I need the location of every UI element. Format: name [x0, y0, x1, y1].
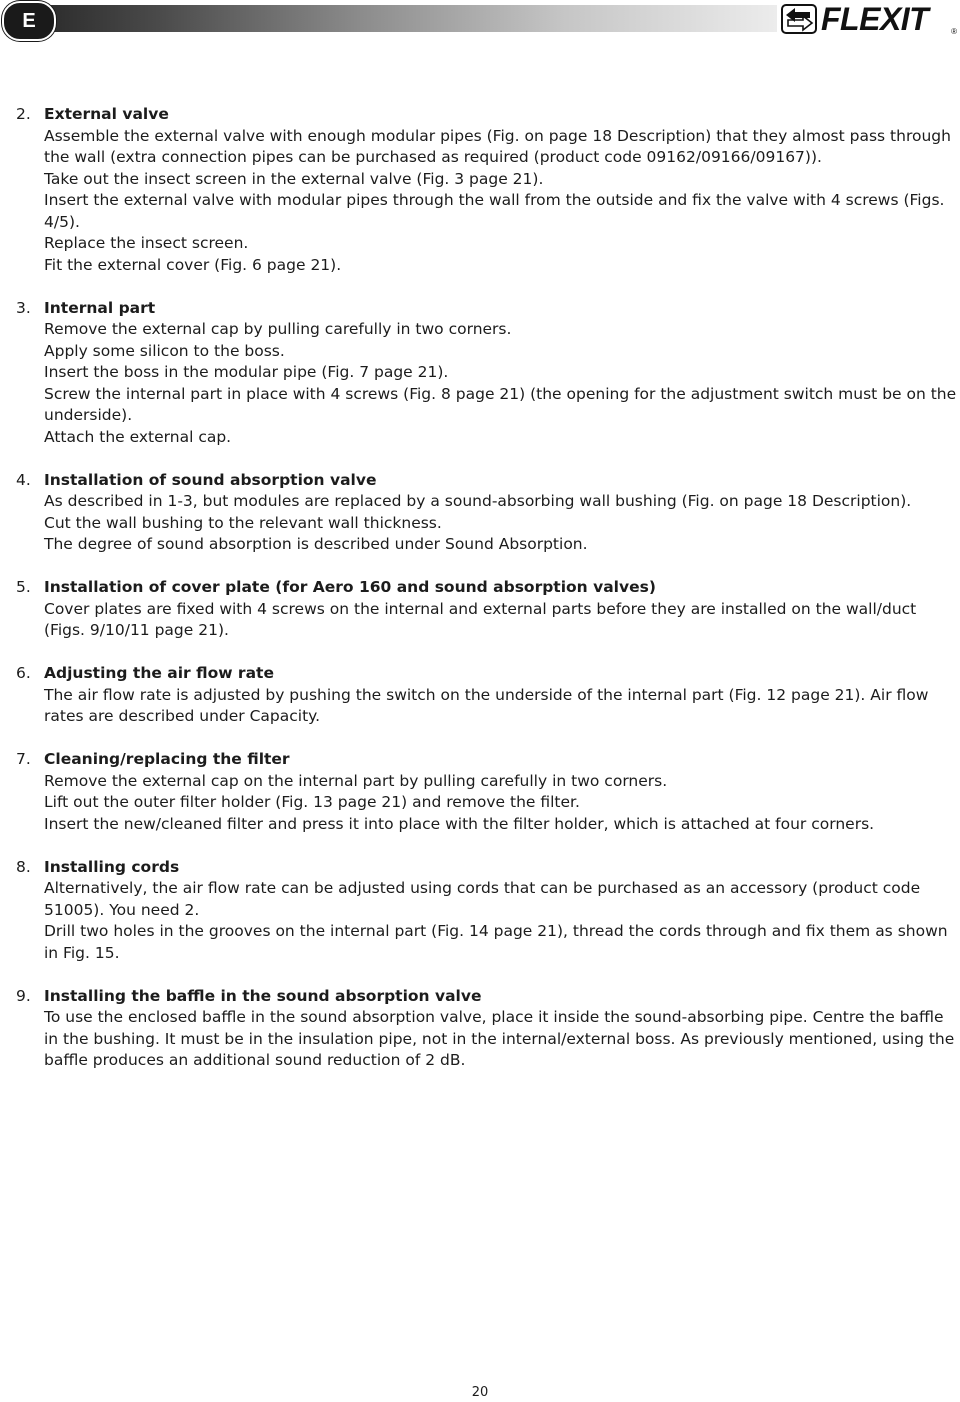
instruction-section	[16, 749, 960, 835]
section-text: Alternatively, the air flow rate can be adjusted using cords that can be purchased as an accessory (product code 51005). You need 2.	[44, 879, 921, 919]
flexit-arrow-icon	[781, 4, 817, 34]
logo-wordmark: FLEXIT	[821, 1, 929, 37]
section-title: Adjusting the air flow rate	[44, 664, 274, 682]
section-title: Internal part	[44, 298, 156, 317]
instruction-section	[16, 577, 960, 642]
instruction-section	[16, 857, 960, 965]
section-title: Installation of cover plate (for Aero 160 and sound absorption valves)	[44, 578, 656, 596]
section-number: 3.	[16, 298, 31, 317]
section-text: Cut the wall bushing to the relevant wall thickness.	[44, 513, 442, 532]
section-number: 6.	[16, 664, 31, 682]
header-gradient-bar	[22, 5, 777, 32]
instruction-section	[16, 986, 960, 1072]
section-title: Installation of sound absorption valve	[44, 470, 377, 489]
section-text: Apply some silicon to the boss.	[44, 341, 285, 360]
instruction-section	[16, 104, 960, 276]
section-text: Remove the external cap by pulling carefully in two corners.	[44, 320, 512, 338]
section-text: Assemble the external valve with enough modular pipes (Fig. on page 18 Description) that they almost pass through the wall (extra connection pipes can be purchased as required (product code 09162/09166/09167)).	[44, 126, 951, 166]
section-text: Lift out the outer filter holder (Fig. 13 page 21) and remove the filter.	[44, 793, 580, 811]
section-title: Installing cords	[44, 857, 180, 876]
page-number: 20	[471, 1385, 489, 1400]
instructions-content	[16, 104, 960, 1093]
section-text: Remove the external cap on the internal part by pulling carefully in two corners.	[44, 771, 668, 790]
section-title: Installing the baffle in the sound absorption valve	[44, 986, 482, 1005]
section-text: Attach the external cap.	[44, 427, 232, 446]
section-title: Cleaning/replacing the filter	[44, 750, 290, 768]
page-header	[0, 0, 960, 40]
section-text: Cover plates are fixed with 4 screws on the internal and external parts before they are installed on the wall/duct (Figs. 9/10/11 page 21).	[44, 599, 917, 639]
section-text: Screw the internal part in place with 4 screws (Fig. 8 page 21) (the opening for the adjustment switch must be on the underside).	[44, 384, 957, 424]
section-number: 5.	[16, 578, 31, 596]
section-text: Insert the external valve with modular pipes through the wall from the outside and fix the valve with 4 screws (Figs. 4/5).	[44, 191, 945, 231]
registered-mark: ®	[951, 27, 957, 36]
section-text: The degree of sound absorption is described under Sound Absorption.	[44, 535, 588, 553]
instruction-section	[16, 663, 960, 728]
flexit-logo	[781, 2, 959, 36]
section-text: Insert the new/cleaned filter and press it into place with the filter holder, which is attached at four corners.	[44, 814, 875, 833]
section-text: Fit the external cover (Fig. 6 page 21).	[44, 255, 342, 274]
section-number: 9.	[16, 986, 31, 1005]
section-text: Replace the insect screen.	[44, 234, 249, 252]
section-title: External valve	[44, 105, 169, 123]
section-number: 4.	[16, 470, 31, 489]
instruction-section	[16, 470, 960, 556]
section-text: Drill two holes in the grooves on the internal part (Fig. 14 page 21), thread the cords through and fix them as shown in Fig. 15.	[44, 922, 948, 962]
section-text: Take out the insect screen in the external valve (Fig. 3 page 21).	[44, 169, 544, 188]
section-text: To use the enclosed baffle in the sound absorption valve, place it inside the sound-absorbing pipe. Centre the baffle in the bushing. It must be in the insulation pipe, not in the internal/external boss. As previously mentioned, using the baffle produces an additional sound reduction of 2 dB.	[44, 1008, 955, 1069]
section-number: 2.	[16, 105, 31, 123]
language-badge: E	[2, 1, 56, 41]
instruction-section	[16, 298, 960, 449]
section-text: Insert the boss in the modular pipe (Fig. 7 page 21).	[44, 363, 449, 381]
section-number: 8.	[16, 857, 31, 876]
section-number: 7.	[16, 750, 31, 768]
section-text: As described in 1-3, but modules are replaced by a sound-absorbing wall bushing (Fig. on page 18 Description).	[44, 492, 912, 510]
section-text: The air flow rate is adjusted by pushing the switch on the underside of the internal part (Fig. 12 page 21). Air flow rates are described under Capacity.	[44, 685, 929, 725]
